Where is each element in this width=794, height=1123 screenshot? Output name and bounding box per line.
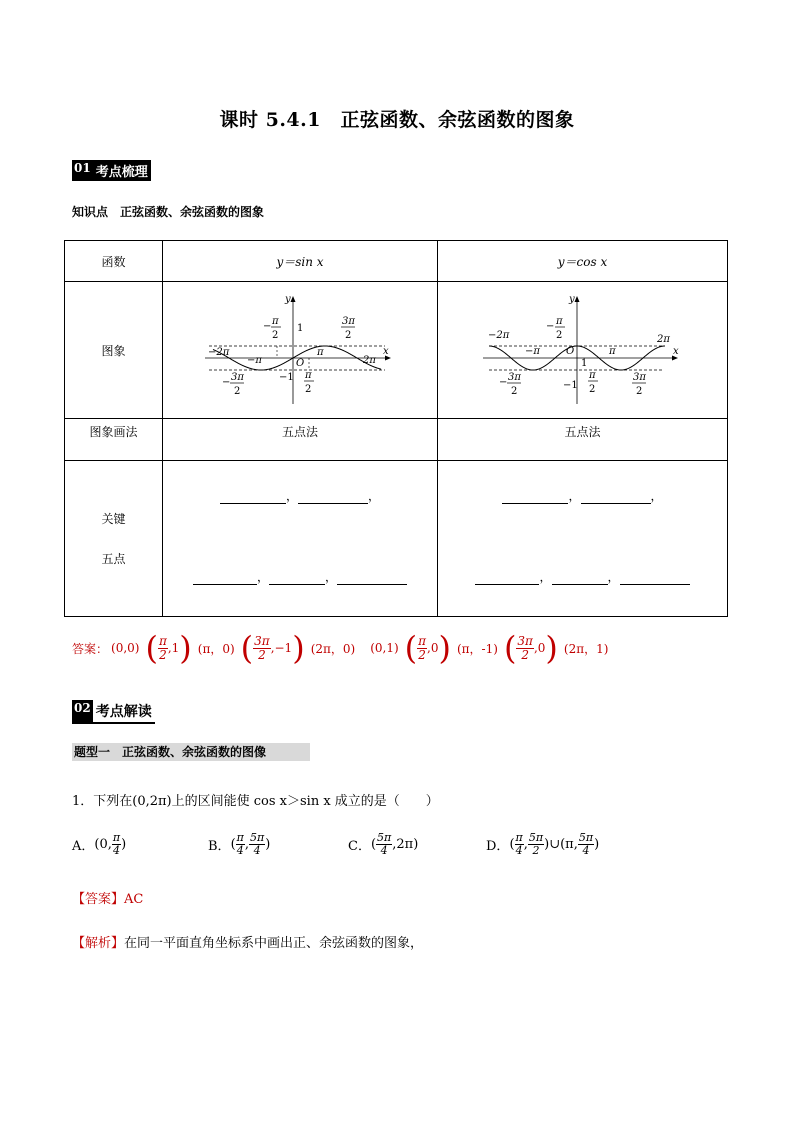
- row-label-key-points: [65, 461, 163, 617]
- label-neg-3pi-2-num: 3π: [231, 372, 244, 383]
- label-neg-3pi-2-den: 2: [510, 386, 517, 397]
- comma: ，: [368, 488, 381, 503]
- answer-line: [72, 626, 611, 670]
- option-b[interactable]: B． ( $\frac{\pi}{4}$ , $\frac{5\pi}{4}$ ): [208, 831, 271, 857]
- question-text: 1．下列在(0,2π)上的区间能使 cos x＞sin x 成立的是（ ）: [72, 794, 439, 809]
- sin-graph-cell: [163, 282, 438, 419]
- label-pi: π: [608, 346, 616, 357]
- answer-text: AC: [124, 892, 144, 907]
- label-origin: O: [296, 358, 305, 369]
- label-neg-pi-2-num: π: [272, 316, 279, 327]
- label-neg-3pi-2-den: 2: [234, 386, 241, 397]
- row-label-method: 图象画法: [65, 419, 163, 461]
- answer-prefix: 答案：: [72, 641, 109, 656]
- point: (0,0): [111, 641, 140, 655]
- label-pi-2-num: π: [588, 370, 596, 381]
- blank[interactable]: [581, 491, 651, 504]
- comma: ，: [607, 569, 620, 584]
- option-c[interactable]: C． ( $\frac{5\pi}{4}$ ,2π): [348, 831, 419, 857]
- answer-block: [72, 888, 143, 907]
- label-3pi-2-den: 2: [345, 330, 352, 341]
- point: (2π，0): [310, 641, 356, 656]
- blank[interactable]: [193, 572, 257, 585]
- label-3pi-2-den: 2: [635, 386, 642, 397]
- section-header-1: [72, 160, 151, 181]
- point: (0,1): [370, 641, 399, 655]
- blank[interactable]: [475, 572, 539, 585]
- section-number: 01: [72, 160, 93, 181]
- comma: ，: [256, 569, 269, 584]
- explanation-text: 在同一平面直角坐标系中画出正、余弦函数的图象，: [124, 936, 424, 951]
- label-neg-2pi: −2π: [208, 347, 230, 358]
- label-neg-pi-2-num: π: [555, 316, 563, 327]
- point: (π，0): [197, 641, 235, 656]
- section-header-2: [72, 700, 155, 724]
- label-neg-pi-2-den: 2: [272, 330, 279, 341]
- sign-neg-3pi-2: −: [222, 377, 231, 388]
- label-neg-pi: −π: [524, 346, 540, 357]
- sin-header: y＝sin x: [163, 241, 438, 282]
- blank[interactable]: [502, 491, 568, 504]
- label-neg-one: −1: [562, 380, 578, 391]
- label-neg-pi: −π: [247, 355, 262, 366]
- sin-graph: [205, 294, 395, 406]
- x-axis-label: x: [383, 346, 389, 357]
- row-label-function: 函数: [65, 241, 163, 282]
- point: (π，-1): [456, 641, 498, 656]
- label-neg-pi-2-den: 2: [555, 330, 562, 341]
- point: (2π，1): [563, 641, 609, 656]
- x-axis-label: x: [672, 346, 679, 357]
- function-table: [64, 240, 728, 617]
- blank[interactable]: [337, 572, 407, 585]
- label-2pi: 2π: [363, 355, 376, 366]
- cos-graph-cell: [438, 282, 728, 419]
- row-label-graph: 图象: [65, 282, 163, 419]
- label-pi-2-den: 2: [588, 384, 595, 395]
- label-origin: O: [565, 346, 574, 357]
- sign-neg-pi-2: −: [545, 321, 554, 332]
- blank[interactable]: [269, 572, 325, 585]
- explanation-tag: 【解析】: [72, 936, 125, 951]
- page-title: 课时 5.4.1 正弦函数、余弦函数的图象: [219, 109, 575, 131]
- option-d[interactable]: D． ( $\frac{\pi}{4}$ , $\frac{5\pi}{2}$ )∪(π, $\frac{5\pi}{4}$ ): [486, 831, 600, 857]
- label-one: 1: [580, 358, 587, 369]
- label-pi-2-den: 2: [305, 384, 312, 395]
- blank[interactable]: [620, 572, 690, 585]
- section-label: 考点梳理: [93, 160, 151, 181]
- section-number: 02: [72, 700, 93, 724]
- label-neg-one: −1: [279, 372, 294, 383]
- point: ( $\frac{3\pi}{2}$ ,−1 ): [240, 629, 305, 667]
- y-axis-label: y: [568, 294, 575, 305]
- label-neg-3pi-2-num: 3π: [507, 372, 521, 383]
- label-2pi: 2π: [656, 334, 670, 345]
- label-neg-2pi: −2π: [487, 330, 509, 341]
- label-one: 1: [297, 323, 304, 334]
- cos-header: y＝cos x: [438, 241, 728, 282]
- cos-graph: [483, 294, 683, 406]
- option-a[interactable]: A． (0, $\frac{\pi}{4}$ ): [72, 831, 127, 857]
- comma: ，: [650, 488, 663, 503]
- sin-key-points-blanks: [163, 461, 438, 617]
- label-3pi-2-num: 3π: [632, 372, 646, 383]
- answer-tag: 【答案】: [72, 892, 125, 907]
- label-pi-2-num: π: [305, 370, 312, 381]
- y-axis-label: y: [285, 294, 291, 305]
- comma: ，: [568, 488, 581, 503]
- point: ( $\frac{\pi}{2}$ ,0 ): [404, 629, 451, 667]
- knowledge-point-heading: 知识点 正弦函数、余弦函数的图象: [72, 205, 265, 219]
- blank[interactable]: [220, 491, 286, 504]
- label-pi: π: [317, 347, 324, 358]
- sign-neg-pi-2: −: [263, 321, 272, 332]
- comma: ，: [325, 569, 338, 584]
- blank[interactable]: [552, 572, 608, 585]
- blank[interactable]: [298, 491, 368, 504]
- comma: ，: [539, 569, 552, 584]
- cos-method: 五点法: [438, 419, 728, 461]
- point: ( $\frac{3\pi}{2}$ ,0 ): [503, 629, 558, 667]
- question-type-label: 题型一 正弦函数、余弦函数的图像: [72, 743, 310, 761]
- section-label: 考点解读: [93, 700, 155, 724]
- key-label-2: 五点: [101, 551, 126, 566]
- key-label-1: 关键: [101, 511, 126, 526]
- label-3pi-2-num: 3π: [342, 316, 355, 327]
- explanation-block: [72, 932, 423, 951]
- sin-method: 五点法: [163, 419, 438, 461]
- sign-neg-3pi-2: −: [498, 377, 507, 388]
- point: ( $\frac{\pi}{2}$ ,1 ): [145, 629, 192, 667]
- cos-key-points-blanks: [438, 461, 728, 617]
- comma: ，: [285, 488, 298, 503]
